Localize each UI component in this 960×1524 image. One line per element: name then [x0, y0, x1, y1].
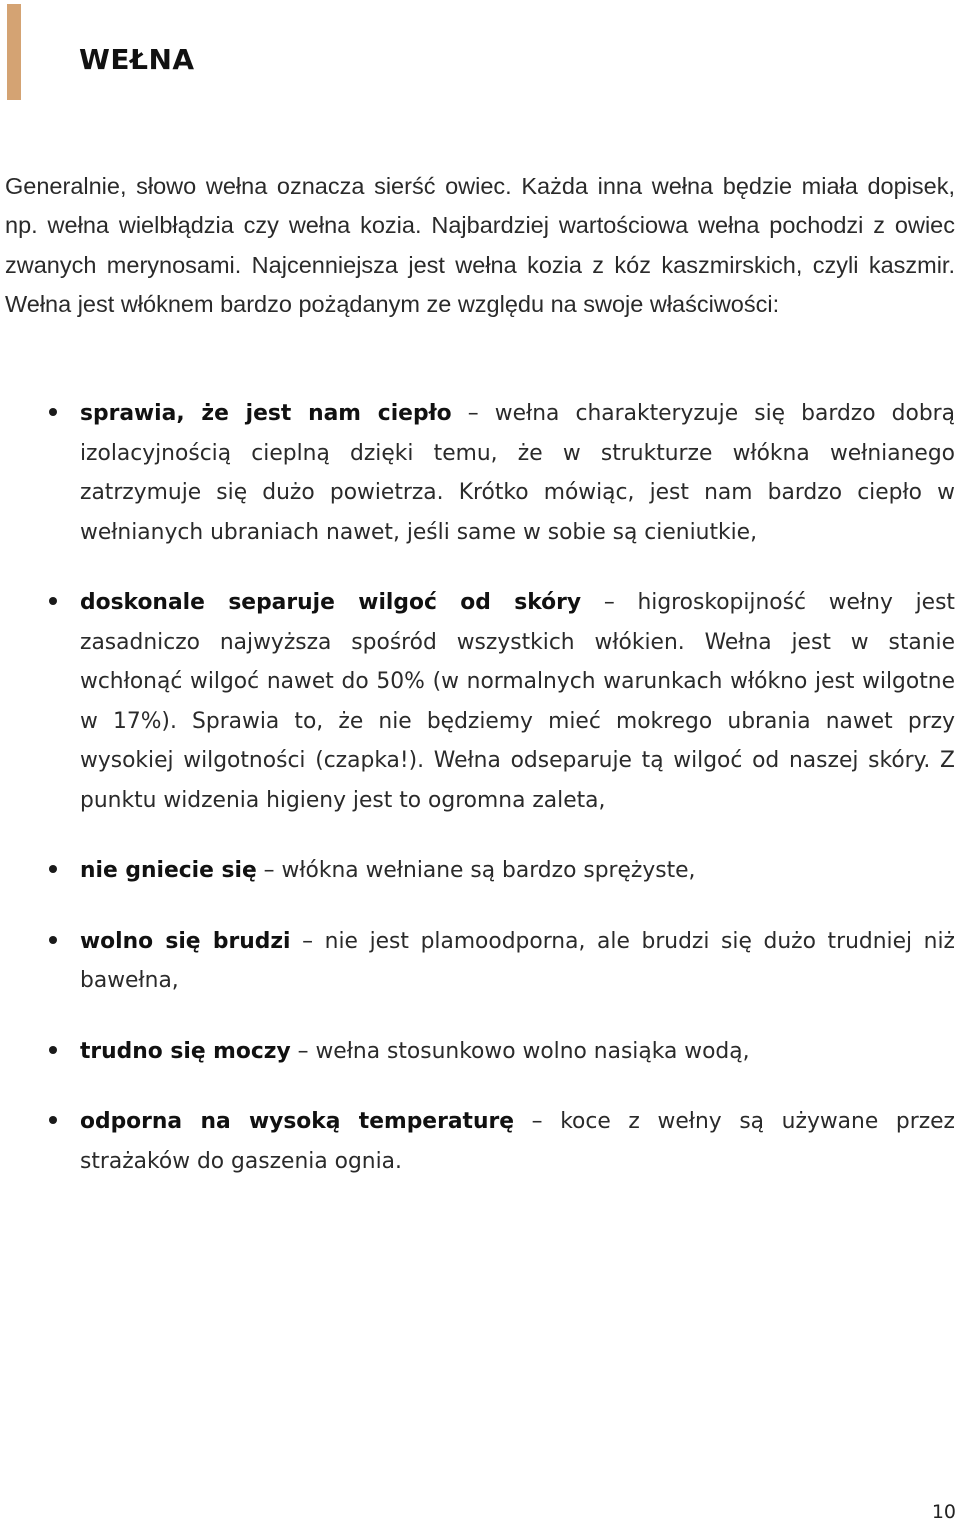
bullet-icon [49, 408, 57, 416]
list-item [0, 583, 955, 820]
list-item [0, 851, 955, 891]
property-description: – koce z wełny są używane przez strażaków do gaszenia ognia. [80, 1109, 955, 1174]
bullet-icon [49, 1046, 57, 1054]
properties-list [0, 394, 960, 1181]
bullet-icon [49, 936, 57, 944]
property-description: – wełna charakteryzuje się bardzo dobrą izolacyjnością cieplną dzięki temu, że w strukturze włókna wełnianego zatrzymuje się dużo powietrza. Krótko mówiąc, jest nam bardzo ciepło w wełnianych ubraniach nawet, jeśli same w sobie są cieniutkie, [80, 401, 955, 545]
bullet-icon [49, 597, 57, 605]
bullet-icon [49, 865, 57, 873]
section-accent-bar [7, 4, 21, 100]
list-item [0, 394, 955, 552]
bullet-icon [49, 1116, 57, 1124]
property-title: nie gniecie się [80, 858, 257, 883]
intro-paragraph: Generalnie, słowo wełna oznacza sierść owiec. Każda inna wełna będzie miała dopisek, np. wełna wielbłądzia czy wełna kozia. Najbardziej wartościowa wełna pochodzi z owiec zwanych merynosami. Najcenniejsza jest wełna kozia z kóz kaszmirskich, czyli kaszmir. Wełna jest włóknem bardzo pożądanym ze względu na swoje właściwości: [5, 173, 955, 318]
property-title: wolno się brudzi [80, 928, 291, 954]
property-title: odporna na wysoką temperaturę [80, 1109, 515, 1134]
property-description: – higroskopijność wełny jest zasadniczo najwyższa spośród wszystkich włókien. Wełna jest w stanie wchłonąć wilgoć nawet do 50% (w normalnych warunkach włókno jest wilgotne w 17%). Sprawia to, że nie będziemy mieć mokrego ubrania nawet przy wysokiej wilgotności (czapka!). Wełna odseparuje tą wilgoć od naszej skóry. Z punktu widzenia higieny jest to ogromna zaleta, [80, 590, 955, 813]
list-item [0, 1032, 955, 1072]
property-title: doskonale separuje wilgoć od skóry [80, 590, 582, 615]
page-number: 10 [931, 1501, 956, 1523]
property-title: sprawia, że jest nam ciepło [80, 401, 452, 426]
property-description: – nie jest plamoodporna, ale brudzi się dużo trudniej niż bawełna, [80, 928, 955, 993]
section-heading: WEŁNA [79, 43, 195, 76]
list-item [0, 922, 955, 1001]
property-description: – wełna stosunkowo wolno nasiąka wodą, [290, 1038, 750, 1064]
property-title: trudno się moczy [80, 1038, 291, 1064]
list-item [0, 1102, 955, 1181]
property-description: – włókna wełniane są bardzo sprężyste, [256, 858, 696, 883]
